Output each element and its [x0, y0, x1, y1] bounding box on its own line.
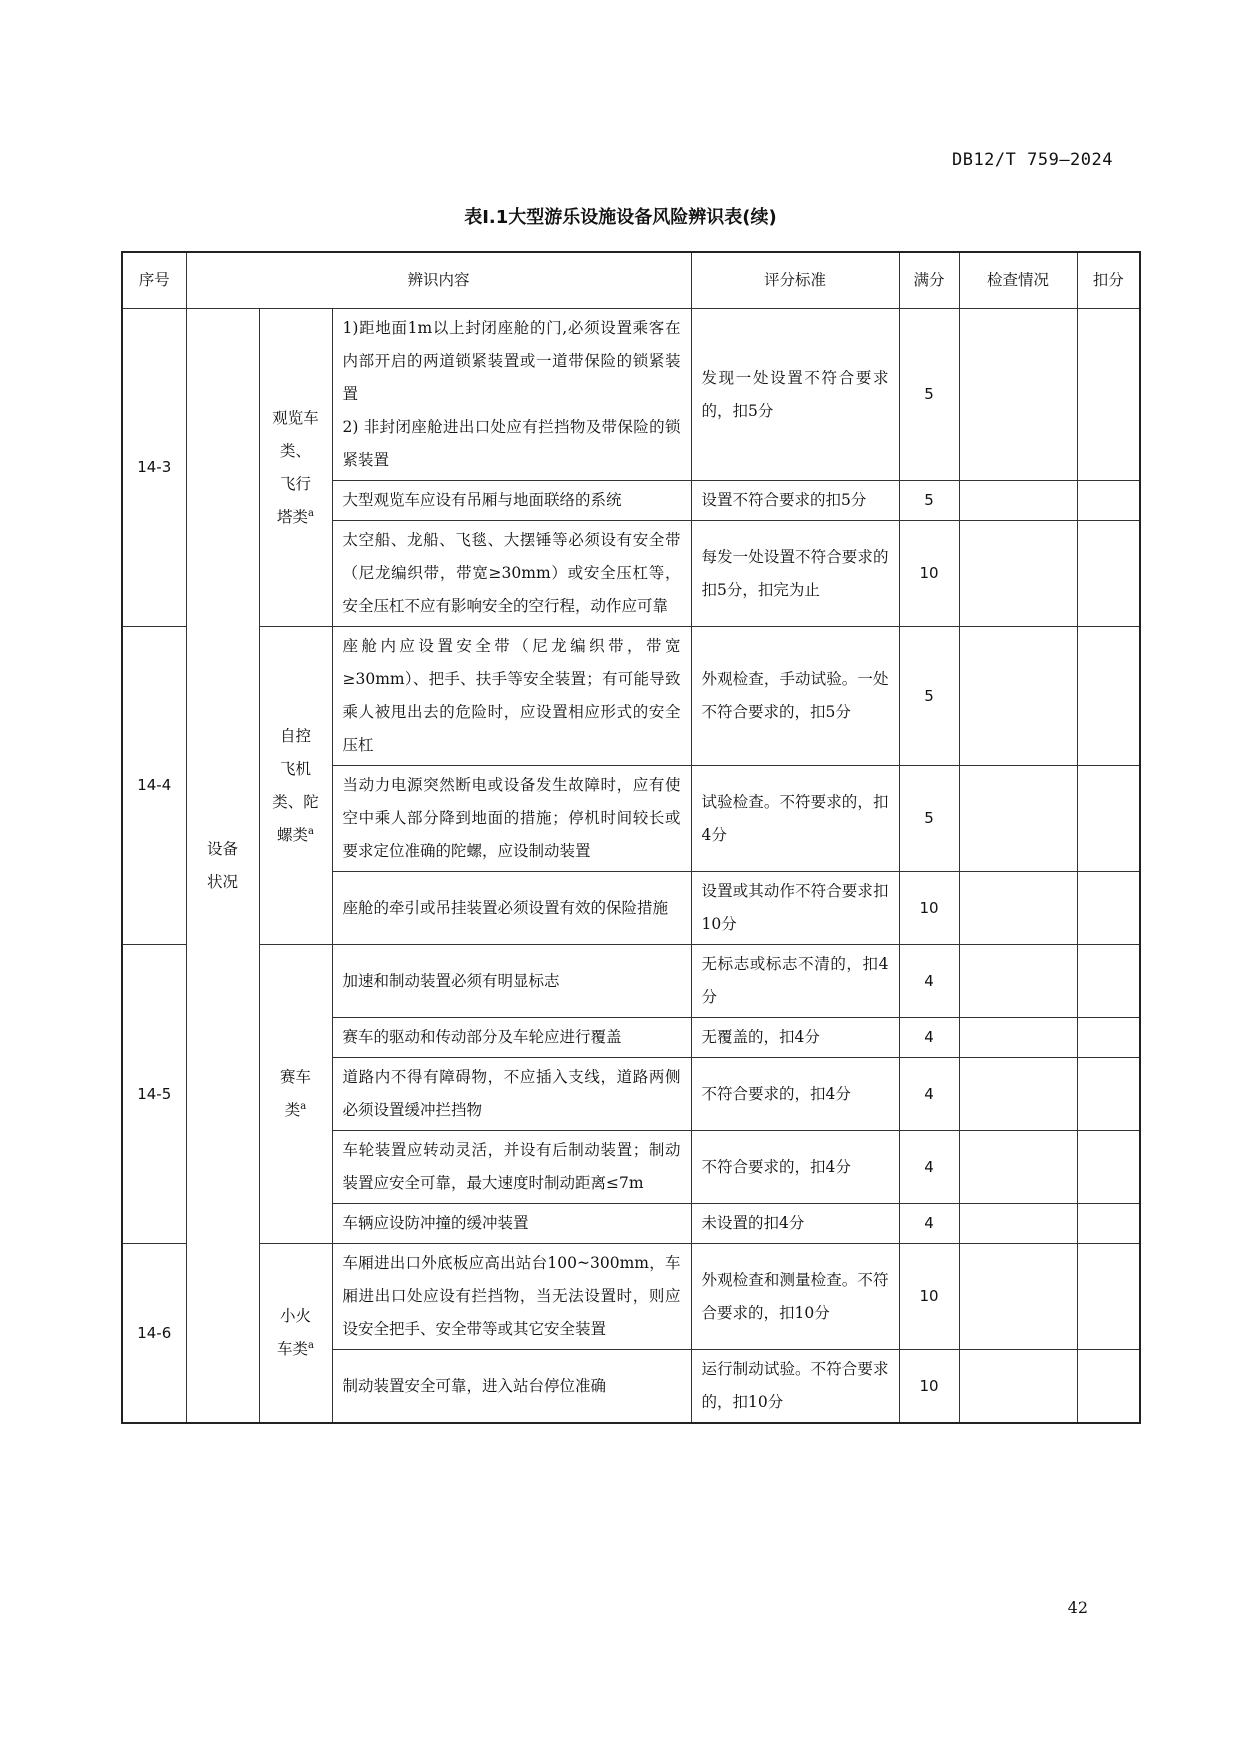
page-number: 42	[1067, 1598, 1088, 1617]
full-score: 4	[899, 1131, 959, 1204]
scoring-criteria: 设置不符合要求的扣5分	[691, 481, 899, 521]
scoring-criteria: 设置或其动作不符合要求扣10分	[691, 872, 899, 945]
deduction-cell	[1077, 627, 1140, 766]
full-score: 4	[899, 1058, 959, 1131]
footnote-marker: a	[308, 825, 314, 837]
scoring-criteria: 不符合要求的，扣4分	[691, 1131, 899, 1204]
scoring-criteria: 外观检查和测量检查。不符合要求的，扣10分	[691, 1244, 899, 1350]
check-status-cell	[959, 945, 1077, 1018]
full-score: 10	[899, 521, 959, 627]
table-row	[122, 309, 1140, 481]
col-full-score: 满分	[899, 252, 959, 309]
check-status-cell	[959, 521, 1077, 627]
full-score: 4	[899, 1018, 959, 1058]
footnote-marker: a	[308, 1339, 314, 1351]
scoring-criteria: 外观检查，手动试验。一处不符合要求的，扣5分	[691, 627, 899, 766]
deduction-cell	[1077, 521, 1140, 627]
deduction-cell	[1077, 1018, 1140, 1058]
table-title: 表I.1大型游乐设施设备风险辨识表(续)	[464, 207, 777, 228]
check-status-cell	[959, 1018, 1077, 1058]
scoring-criteria: 试验检查。不符要求的，扣4分	[691, 766, 899, 872]
identification-content: 赛车的驱动和传动部分及车轮应进行覆盖	[332, 1018, 691, 1058]
identification-content: 道路内不得有障碍物，不应插入支线，道路两侧必须设置缓冲拦挡物	[332, 1058, 691, 1131]
col-criteria: 评分标准	[691, 252, 899, 309]
col-check-status: 检查情况	[959, 252, 1077, 309]
seq-number: 14-4	[122, 627, 186, 945]
identification-content: 座舱内应设置安全带（尼龙编织带，带宽≥30mm）、把手、扶手等安全装置；有可能导致乘人被甩出去的危险时，应设置相应形式的安全压杠	[332, 627, 691, 766]
deduction-cell	[1077, 1058, 1140, 1131]
category-cell: 设备 状况	[186, 309, 259, 1424]
footnote-marker: a	[308, 507, 314, 519]
col-content: 辨识内容	[186, 252, 691, 309]
footnote-marker: a	[300, 1100, 307, 1112]
full-score: 5	[899, 309, 959, 481]
identification-content: 加速和制动装置必须有明显标志	[332, 945, 691, 1018]
check-status-cell	[959, 872, 1077, 945]
check-status-cell	[959, 309, 1077, 481]
table-header-row	[122, 252, 1140, 309]
deduction-cell	[1077, 481, 1140, 521]
full-score: 4	[899, 1204, 959, 1244]
identification-content: 大型观览车应设有吊厢与地面联络的系统	[332, 481, 691, 521]
check-status-cell	[959, 627, 1077, 766]
identification-content: 车轮装置应转动灵活，并设有后制动装置；制动装置应安全可靠，最大速度时制动距离≤7m	[332, 1131, 691, 1204]
full-score: 10	[899, 1350, 959, 1424]
scoring-criteria: 运行制动试验。不符合要求的，扣10分	[691, 1350, 899, 1424]
scoring-criteria: 每发一处设置不符合要求的扣5分，扣完为止	[691, 521, 899, 627]
scoring-criteria: 无标志或标志不清的，扣4分	[691, 945, 899, 1018]
deduction-cell	[1077, 1204, 1140, 1244]
col-seq: 序号	[122, 252, 186, 309]
equipment-type: 观览车 类、 飞行 塔类$^a$	[259, 309, 332, 627]
identification-content: 制动装置安全可靠，进入站台停位准确	[332, 1350, 691, 1424]
risk-identification-table	[121, 251, 1141, 1424]
full-score: 5	[899, 481, 959, 521]
identification-content: 车厢进出口外底板应高出站台100~300mm，车厢进出口处应设有拦挡物，当无法设置时，则应设安全把手、安全带等或其它安全装置	[332, 1244, 691, 1350]
equipment-type: 赛车 类$^a$	[259, 945, 332, 1244]
table-row	[122, 1244, 1140, 1350]
deduction-cell	[1077, 766, 1140, 872]
check-status-cell	[959, 1058, 1077, 1131]
deduction-cell	[1077, 872, 1140, 945]
standard-code: DB12/T 759—2024	[951, 150, 1113, 170]
identification-content: 当动力电源突然断电或设备发生故障时，应有使空中乘人部分降到地面的措施；停机时间较长或要求定位准确的陀螺，应设制动装置	[332, 766, 691, 872]
check-status-cell	[959, 481, 1077, 521]
full-score: 5	[899, 627, 959, 766]
identification-content: 车辆应设防冲撞的缓冲装置	[332, 1204, 691, 1244]
identification-content: 1)距地面1m以上封闭座舱的门,必须设置乘客在内部开启的两道锁紧装置或一道带保险的锁紧装置 2) 非封闭座舱进出口处应有拦挡物及带保险的锁紧装置	[332, 309, 691, 481]
table-row	[122, 945, 1140, 1018]
check-status-cell	[959, 1350, 1077, 1424]
check-status-cell	[959, 1204, 1077, 1244]
check-status-cell	[959, 1131, 1077, 1204]
table-row	[122, 627, 1140, 766]
deduction-cell	[1077, 1131, 1140, 1204]
seq-number: 14-5	[122, 945, 186, 1244]
deduction-cell	[1077, 945, 1140, 1018]
check-status-cell	[959, 1244, 1077, 1350]
scoring-criteria: 未设置的扣4分	[691, 1204, 899, 1244]
equipment-type: 自控 飞机 类、陀 螺类$^a$	[259, 627, 332, 945]
full-score: 10	[899, 872, 959, 945]
seq-number: 14-3	[122, 309, 186, 627]
full-score: 5	[899, 766, 959, 872]
seq-number: 14-6	[122, 1244, 186, 1424]
deduction-cell	[1077, 1244, 1140, 1350]
scoring-criteria: 发现一处设置不符合要求的，扣5分	[691, 309, 899, 481]
identification-content: 太空船、龙船、飞毯、大摆锤等必须设有安全带（尼龙编织带，带宽≥30mm）或安全压杠等，安全压杠不应有影响安全的空行程，动作应可靠	[332, 521, 691, 627]
full-score: 4	[899, 945, 959, 1018]
check-status-cell	[959, 766, 1077, 872]
scoring-criteria: 无覆盖的，扣4分	[691, 1018, 899, 1058]
deduction-cell	[1077, 309, 1140, 481]
col-deduction: 扣分	[1077, 252, 1140, 309]
deduction-cell	[1077, 1350, 1140, 1424]
equipment-type: 小火 车类$^a$	[259, 1244, 332, 1424]
scoring-criteria: 不符合要求的，扣4分	[691, 1058, 899, 1131]
identification-content: 座舱的牵引或吊挂装置必须设置有效的保险措施	[332, 872, 691, 945]
full-score: 10	[899, 1244, 959, 1350]
